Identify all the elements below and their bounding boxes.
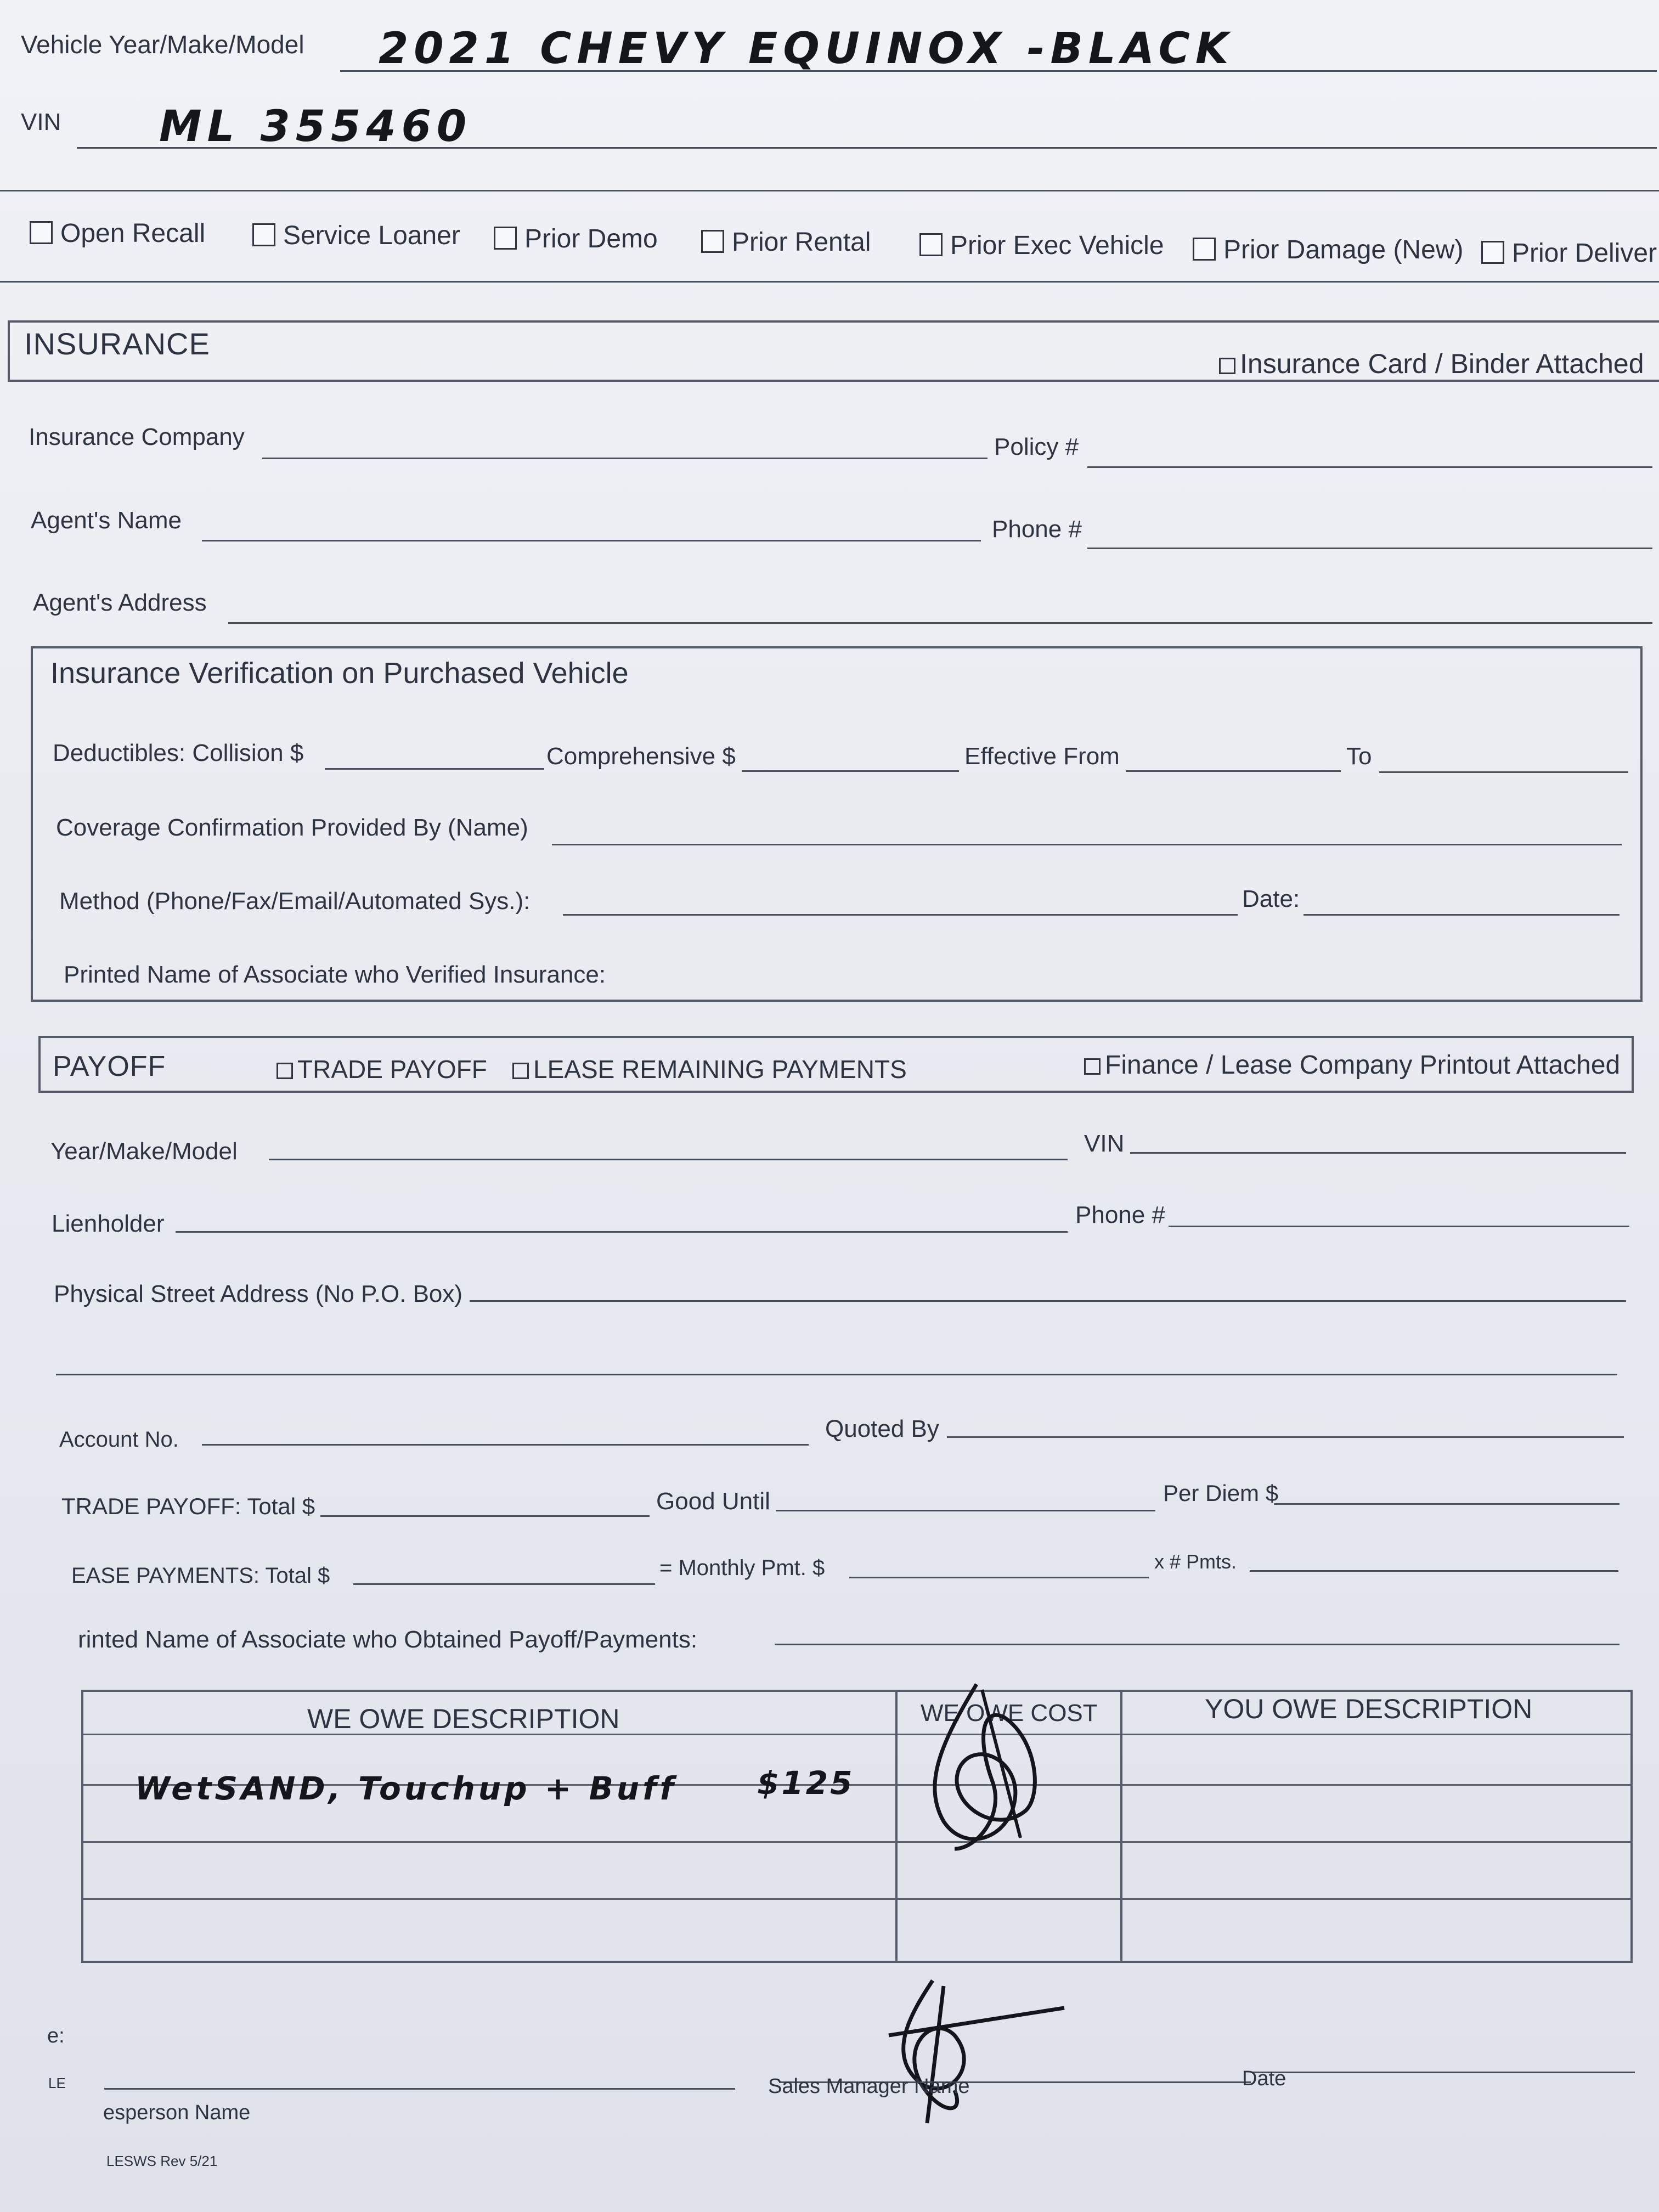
monthly-payment-label: = Monthly Pmt. $ xyxy=(659,1556,825,1580)
per-diem-label: Per Diem $ xyxy=(1163,1480,1279,1506)
vehicle-ymm-label: Vehicle Year/Make/Model xyxy=(21,30,304,59)
collision-field[interactable] xyxy=(325,768,544,770)
payoff-vin-label: VIN xyxy=(1084,1130,1125,1157)
checkbox-icon xyxy=(276,1063,293,1079)
checkbox-icon xyxy=(1193,238,1216,261)
good-until-field[interactable] xyxy=(776,1510,1155,1511)
checkbox-prior-demo[interactable]: Prior Demo xyxy=(494,224,658,254)
good-until-label: Good Until xyxy=(656,1488,770,1515)
vin-value: ML 355460 xyxy=(159,102,472,151)
lienholder-label: Lienholder xyxy=(52,1210,165,1237)
checkbox-prior-rental[interactable]: Prior Rental xyxy=(701,227,871,257)
effective-from-field[interactable] xyxy=(1126,770,1341,772)
to-label: To xyxy=(1346,743,1372,770)
vin-label: VIN xyxy=(21,109,61,136)
effective-from-label: Effective From xyxy=(964,743,1120,770)
account-field[interactable] xyxy=(202,1444,809,1446)
street-address-field-2[interactable] xyxy=(56,1374,1617,1375)
agent-address-field[interactable] xyxy=(228,622,1652,624)
checkbox-icon xyxy=(252,223,275,246)
insurance-phone-field[interactable] xyxy=(1087,548,1652,549)
checkbox-icon xyxy=(1219,358,1235,374)
checkbox-prior-exec-vehicle[interactable]: Prior Exec Vehicle xyxy=(919,230,1164,261)
verified-by-label: Printed Name of Associate who Verified Insurance: xyxy=(64,961,606,988)
sales-manager-signature xyxy=(856,1970,1086,2129)
printout-attached-checkbox[interactable]: Finance / Lease Company Printout Attached xyxy=(1084,1050,1620,1080)
num-payments-label: x # Pmts. xyxy=(1154,1550,1237,1573)
insurance-card-checkbox[interactable]: Insurance Card / Binder Attached xyxy=(1219,348,1644,380)
payoff-associate-label: rinted Name of Associate who Obtained Payoff/Payments: xyxy=(78,1626,698,1653)
verification-title: Insurance Verification on Purchased Vehicle xyxy=(50,657,629,690)
verification-date-field[interactable] xyxy=(1304,914,1620,916)
policy-field[interactable] xyxy=(1087,466,1652,468)
checkbox-service-loaner[interactable]: Service Loaner xyxy=(252,221,460,251)
account-label: Account No. xyxy=(59,1427,179,1452)
checkbox-icon xyxy=(701,230,724,253)
salesperson-label: esperson Name xyxy=(103,2101,251,2124)
trade-total-label: TRADE PAYOFF: Total $ xyxy=(61,1493,315,1519)
insurance-title: INSURANCE xyxy=(24,326,210,361)
form-code: LESWS Rev 5/21 xyxy=(106,2153,218,2169)
date-signature-line[interactable] xyxy=(1251,2072,1635,2073)
payoff-phone-label: Phone # xyxy=(1075,1201,1165,1228)
payoff-vin-field[interactable] xyxy=(1130,1152,1626,1154)
lease-remaining-checkbox[interactable]: LEASE REMAINING PAYMENTS xyxy=(512,1054,907,1084)
trade-total-field[interactable] xyxy=(320,1515,650,1517)
signature-date-label: Date xyxy=(1242,2067,1286,2090)
payoff-ymm-field[interactable] xyxy=(269,1159,1068,1160)
comprehensive-label: Comprehensive $ xyxy=(546,743,736,770)
street-address-field[interactable] xyxy=(470,1300,1626,1302)
num-payments-field[interactable] xyxy=(1250,1570,1618,1572)
sales-manager-label: Sales Manager Name xyxy=(768,2075,970,2098)
you-owe-description-header: YOU OWE DESCRIPTION xyxy=(1205,1694,1533,1724)
payoff-associate-field[interactable] xyxy=(775,1644,1620,1645)
payoff-ymm-label: Year/Make/Model xyxy=(50,1138,238,1165)
insurance-phone-label: Phone # xyxy=(992,516,1082,543)
checkbox-icon xyxy=(1481,241,1504,264)
payoff-phone-field[interactable] xyxy=(1169,1226,1629,1227)
street-address-label: Physical Street Address (No P.O. Box) xyxy=(54,1280,463,1307)
edge-mark-2: LE xyxy=(48,2075,66,2091)
lienholder-field[interactable] xyxy=(176,1231,1068,1233)
salesperson-signature-line[interactable] xyxy=(104,2088,735,2090)
we-owe-row-1-cost: $125 xyxy=(757,1764,855,1802)
checkbox-icon xyxy=(919,233,943,256)
quoted-by-label: Quoted By xyxy=(825,1415,939,1442)
coverage-field[interactable] xyxy=(552,844,1622,845)
checkbox-prior-damage[interactable]: Prior Damage (New) xyxy=(1193,235,1463,265)
checkbox-icon xyxy=(30,221,53,244)
edge-mark-1: e: xyxy=(47,2024,65,2047)
method-field[interactable] xyxy=(563,914,1238,916)
coverage-label: Coverage Confirmation Provided By (Name) xyxy=(56,814,528,841)
policy-label: Policy # xyxy=(994,433,1079,460)
lease-total-label: EASE PAYMENTS: Total $ xyxy=(71,1564,330,1588)
checkbox-prior-deliver[interactable]: Prior Deliver xyxy=(1481,238,1657,268)
checkbox-open-recall[interactable]: Open Recall xyxy=(30,218,205,249)
we-owe-description-header: WE OWE DESCRIPTION xyxy=(307,1703,620,1734)
we-owe-row-1-description: WetSAND, Touchup + Buff xyxy=(135,1770,677,1807)
agent-address-label: Agent's Address xyxy=(33,589,207,616)
monthly-payment-field[interactable] xyxy=(849,1577,1149,1578)
vehicle-ymm-value: 2021 CHEVY EQUINOX -BLACK xyxy=(379,24,1234,74)
to-field[interactable] xyxy=(1379,771,1628,773)
method-label: Method (Phone/Fax/Email/Automated Sys.): xyxy=(59,888,531,915)
payoff-title: PAYOFF xyxy=(53,1051,166,1082)
agent-name-label: Agent's Name xyxy=(31,507,182,534)
initials-signature xyxy=(911,1673,1053,1860)
trade-payoff-checkbox[interactable]: TRADE PAYOFF xyxy=(276,1054,487,1084)
checkbox-icon xyxy=(494,227,517,250)
insurance-company-field[interactable] xyxy=(262,458,988,459)
lease-total-field[interactable] xyxy=(353,1583,655,1585)
we-owe-cost-header: WE OWE COST xyxy=(921,1700,1098,1726)
checkbox-icon xyxy=(512,1063,529,1079)
per-diem-field[interactable] xyxy=(1274,1503,1620,1505)
collision-label: Deductibles: Collision $ xyxy=(53,740,304,766)
verification-date-label: Date: xyxy=(1242,885,1300,912)
comprehensive-field[interactable] xyxy=(742,770,959,772)
checkbox-icon xyxy=(1084,1058,1101,1075)
agent-name-field[interactable] xyxy=(202,540,981,541)
quoted-by-field[interactable] xyxy=(947,1436,1624,1438)
insurance-company-label: Insurance Company xyxy=(29,424,245,450)
